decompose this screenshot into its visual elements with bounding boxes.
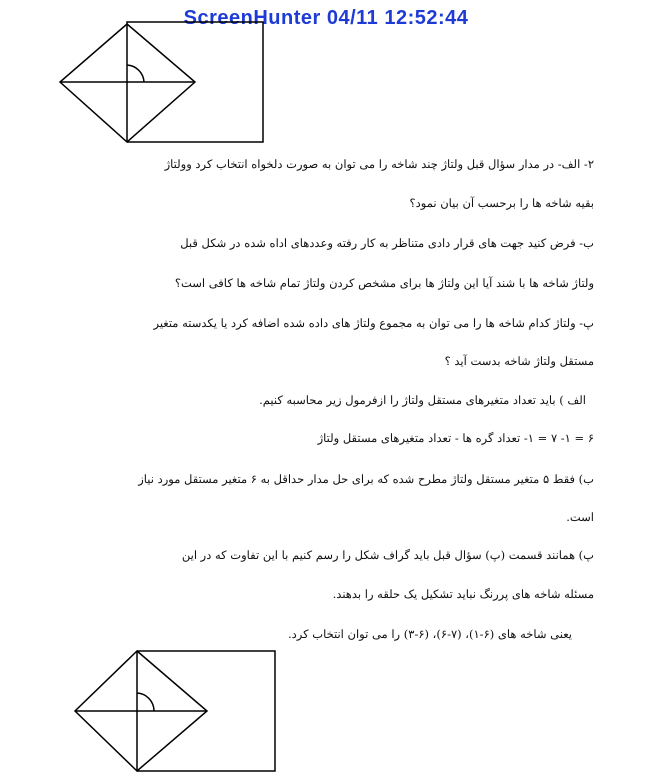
top-graph-figure xyxy=(55,20,270,155)
text-line: ولتاژ شاخه ها با شند آیا این ولتاژ ها برای مشخص کردن ولتاژ تمام شاخه ها کافی است؟ xyxy=(174,276,594,290)
text-line: پ) همانند قسمت (پ) سؤال قبل باید گراف شکل را رسم کنیم با این تفاوت که در این xyxy=(181,548,594,562)
angle-arc xyxy=(127,65,144,82)
text-line: پ- ولتاژ کدام شاخه ها را می توان به مجموع ولتاژ های داده شده اضافه کرد یا یکدسته متغیر xyxy=(153,316,594,330)
text-line: ب- فرض کنید جهت های قرار دادی متناظر به کار رفته وعددهای اداه شده در شکل قبل xyxy=(180,236,594,250)
text-line: است. xyxy=(566,510,594,524)
text-line: الف ) باید تعداد متغیرهای مستقل ولتاژ را ازفرمول زیر محاسبه کنیم. xyxy=(259,393,586,407)
text-line: ب) فقط ۵ متغیر مستقل ولتاژ مطرح شده که برای حل مدار حداقل به ۶ متغیر مستقل مورد نیاز xyxy=(138,472,594,486)
text-line: ۶ = ۱- ۷ = ۱- تعداد گره ها - تعداد متغیرهای مستقل ولتاژ xyxy=(317,431,594,445)
screenhunter-watermark: ScreenHunter 04/11 12:52:44 xyxy=(183,7,469,29)
angle-arc xyxy=(137,693,154,711)
text-line: یعنی شاخه های (۶-۱)، (۷-۶)، (۶-۳) را می توان انتخاب کرد. xyxy=(288,627,572,641)
bottom-graph-figure xyxy=(70,646,285,780)
text-line: مسئله شاخه های پررنگ نباید تشکیل یک حلقه را بدهند. xyxy=(332,587,594,601)
text-line: ۲- الف- در مدار سؤال قبل ولتاژ چند شاخه را می توان به صورت دلخواه انتخاب کرد وولتاژ xyxy=(164,157,594,171)
text-line: مستقل ولتاژ شاخه بدست آید ؟ xyxy=(444,354,594,368)
text-line: بقیه شاخه ها را برحسب آن بیان نمود؟ xyxy=(409,196,594,210)
